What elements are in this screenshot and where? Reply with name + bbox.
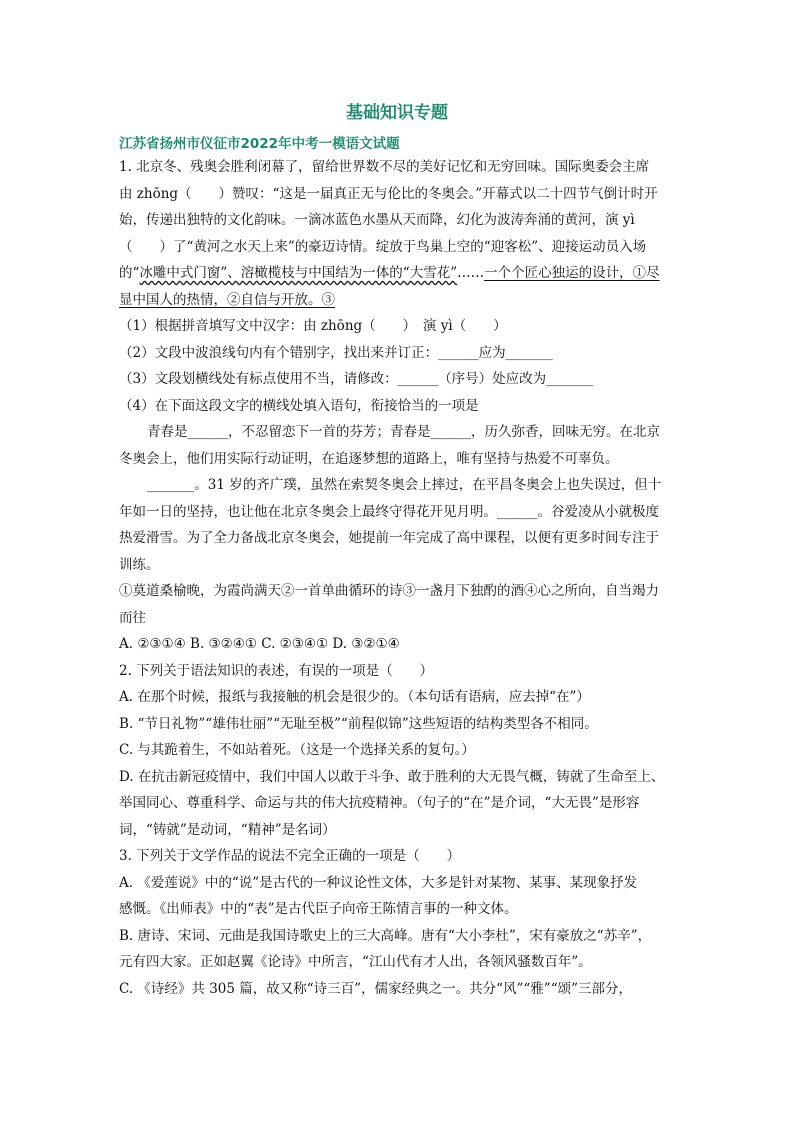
q2-choice-d: D. 在抗击新冠疫情中，我们中国人以敢于斗争、敢于胜利的大无畏气概，铸就了生命至上、 (119, 768, 665, 785)
document-body (119, 154, 679, 1002)
underlined-text: 显中国人的热情，②自信与开放。③ (119, 291, 335, 308)
passage-line: 热爱滑雪。为了全力备战北京冬奥会，她提前一年完成了高中课程，以便有更多时间专注于 (119, 530, 659, 546)
q1-sub-question: （2）文段中波浪线句内有个错别字，找出来并订正：______应为_______ (119, 344, 553, 361)
q1-sub-question: （1）根据拼音填写文中汉字：由 zhōng（ ） 演 yì（ ） (119, 318, 507, 334)
q1-text: 的“ (119, 265, 140, 281)
q2-choice-b: B. “节日礼物”“雄伟壮丽”“无耻至极”“前程似锦”这些短语的结构类型各不相同。 (119, 715, 598, 732)
q1-line: 1. 北京冬、残奥会胜利闭幕了，留给世界数不尽的美好记忆和无穷回味。国际奥委会主席 (119, 159, 650, 175)
passage-line: 训练。 (119, 556, 160, 573)
option-list: ①莫道桑榆晚，为霞尚满天②一首单曲循环的诗③一盏月下独酌的酒④心之所向，自当竭力 (119, 583, 659, 599)
passage-line: _______。31 岁的齐广璞，虽然在索契冬奥会上摔过，在平昌冬奥会上也失误过，但十 (147, 477, 662, 493)
q3-stem: 3. 下列关于文学作品的说法不完全正确的一项是（ ） (119, 848, 461, 864)
passage-line: 冬奥会上，他们用实际行动证明，在追逐梦想的道路上，唯有坚持与热爱不可辜负。 (119, 450, 619, 467)
passage-line: 青春是______，不忍留恋下一首的芬芳；青春是______，历久弥香，回味无穷。在北京 (147, 424, 660, 440)
q1-line: 由 zhōng（ ）赞叹：“这是一届真正无与伦比的冬奥会。”开幕式以二十四节气倒计时开 (119, 185, 658, 202)
q2-stem: 2. 下列关于语法知识的表述，有误的一项是（ ） (119, 662, 434, 679)
q2-choice-d: 举国同心、尊重科学、命运与共的伟大抗疫精神。（句子的“在”是介词，“大无畏”是形容 (119, 795, 640, 811)
option-list: 而往 (119, 609, 146, 626)
q1-line (119, 260, 679, 287)
underlined-text: 一个个匠心独运的设计，①尽 (484, 265, 660, 281)
q3-choice-c: C. 《诗经》共 305 篇，故又称“诗三百”，儒家经典之一。共分“风”“雅”“颂”三部分， (119, 980, 632, 997)
q1-sub-question: （3）文段划横线处有标点使用不当，请修改：______（序号）处应改为_______ (119, 371, 594, 387)
q3-choice-a: 感慨。《出师表》中的“表”是古代臣子向帝王陈情言事的一种文体。 (119, 901, 518, 917)
exam-source-heading: 江苏省扬州市仪征市2022年中考一模语文试题 (119, 136, 400, 152)
wavy-underlined-text: 冰雕中式门窗”、溶橄榄枝与中国结为一体的“大雪花” (139, 265, 458, 281)
q1-line: （ ）了“黄河之水天上来”的豪迈诗情。绽放于鸟巢上空的“迎客松”、迎接运动员入场 (119, 238, 647, 255)
q3-choice-b: B. 唐诗、宋词、元曲是我国诗歌史上的三大高峰。唐有“大小李杜”，宋有豪放之“苏辛”， (119, 927, 652, 944)
q1-sub-question: （4）在下面这段文字的横线处填入语句，衔接恰当的一项是 (119, 397, 479, 414)
q1-text: …… (457, 265, 485, 281)
q2-choice-c: C. 与其跪着生，不如站着死。（这是一个选择关系的复句。） (119, 742, 475, 758)
q3-choice-b: 元有四大家。正如赵翼《论诗》中所言，“江山代有才人出，各领风骚数百年”。 (119, 954, 592, 970)
page-title: 基础知识专题 (346, 103, 448, 123)
answer-choices: A. ②③①④ B. ③②④① C. ②③④① D. ③②①④ (119, 636, 400, 652)
q1-line: 始，传递出独特的文化韵味。一滴冰蓝色水墨从天而降，幻化为波涛奔涌的黄河，演 yì (119, 212, 635, 228)
q2-choice-d: 词，“铸就”是动词，“精神”是名词） (119, 821, 336, 838)
q3-choice-a: A. 《爱莲说》中的“说”是古代的一种议论性文体，大多是针对某物、某事、某现象抒发 (119, 874, 638, 891)
q1-line (119, 287, 679, 314)
q2-choice-a: A. 在那个时候，报纸与我接触的机会是很少的。（本句话有语病，应去掉“在”） (119, 689, 590, 705)
passage-line: 年如一日的坚持，也让他在北京冬奥会上最终守得花开见月明。______。谷爱凌从小就极度 (119, 503, 659, 520)
